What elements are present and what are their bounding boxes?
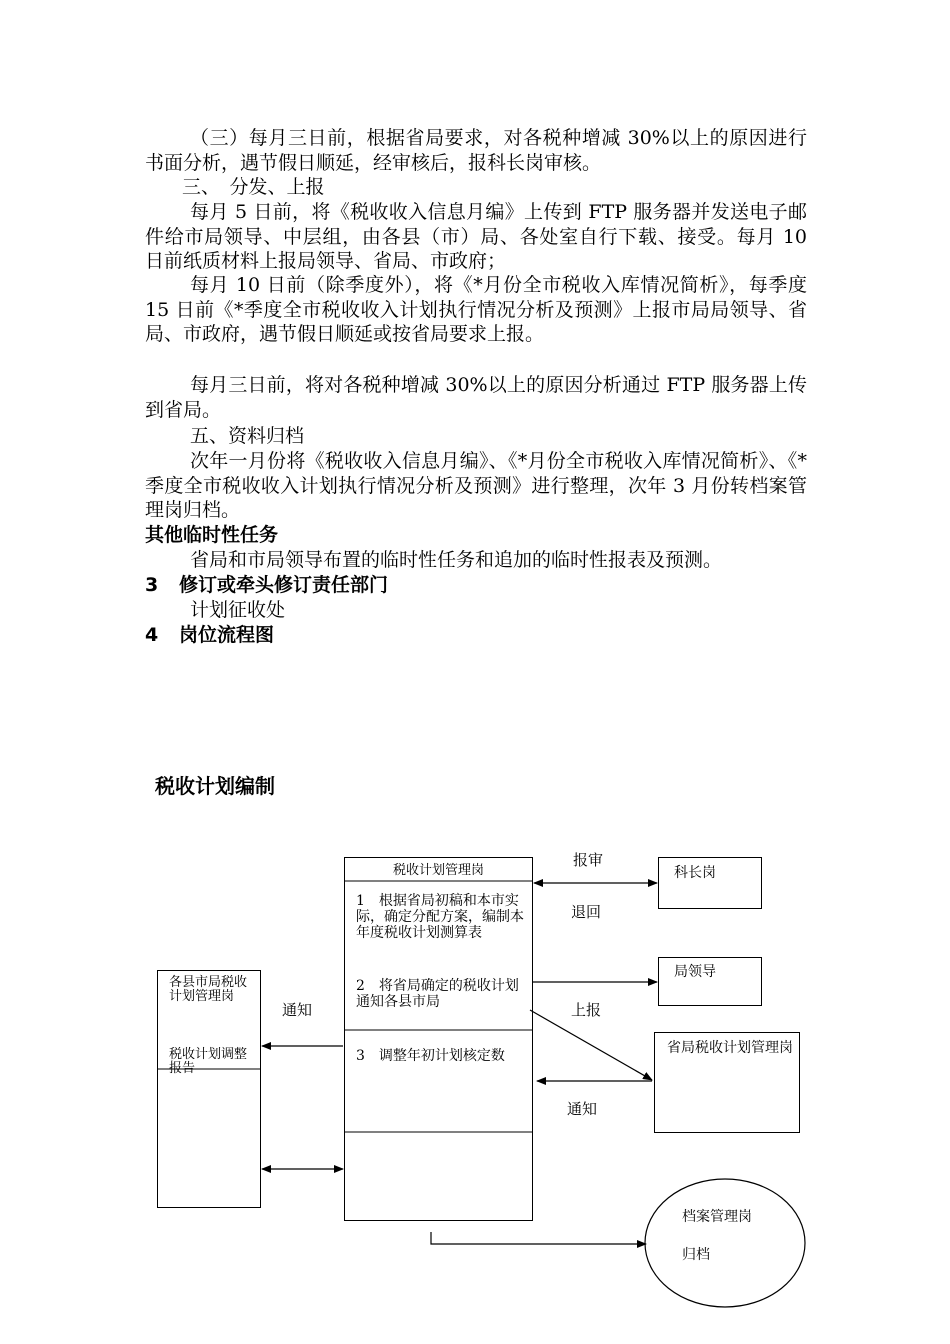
paragraph-temporary-tasks: 省局和市局领导布置的临时性任务和追加的临时性报表及预测。 (190, 549, 723, 571)
label-notify-right: 通知 (567, 1100, 598, 1118)
heading-other-tasks: 其他临时性任务 (145, 524, 279, 546)
paragraph-ftp-upload: 每月 5 日前，将《税收收入信息月编》上传到 FTP 服务器并发送电子邮件给市局领导、中层组，由各县（市）局、各处室自行下载、接受。每月 10 日前纸质材料上报局领导、省局、市政府； (145, 201, 807, 272)
step-1-text: 1 根据省局初稿和本市实际，确定分配方案，编制本年度税收计划测算表 (356, 893, 524, 941)
responsible-department: 计划征收处 (190, 599, 286, 621)
paragraph-archive: 次年一月份将《税收收入信息月编》、《*月份全市税收入库情况简析》、《*季度全市税收收入计划执行情况分析及预测》进行整理，次年 3 月份转档案管理岗归档。 (145, 450, 807, 521)
county-box-title: 各县市局税收计划管理岗 (169, 975, 248, 1004)
paragraph-monthly-analysis: （三）每月三日前，根据省局要求，对各税种增减 30%以上的原因进行书面分析，遇节假日顺延，经审核后，报科长岗审核。 (145, 127, 807, 174)
section-number: 3 (145, 574, 159, 596)
section-number: 4 (145, 624, 159, 646)
archive-ellipse (645, 1179, 805, 1307)
section-heading-archive: 五、资料归档 (190, 425, 305, 447)
paragraph-quarterly-report: 每月 10 日前（除季度外），将《*月份全市税收入库情况简析》，每季度 15 日前《*季度全市税收收入计划执行情况分析及预测》上报市局局领导、省局、市政府，遇节假日顺延或按省局要求上报。 (145, 274, 807, 345)
section-title: 岗位流程图 (179, 624, 275, 646)
label-return: 退回 (571, 903, 602, 921)
section-title: 修订或牵头修订责任部门 (179, 574, 389, 596)
arrow-submit-provincial (530, 1010, 652, 1080)
label-notify-left: 通知 (282, 1001, 313, 1019)
bureau-leader-label: 局领导 (674, 964, 716, 980)
label-submit: 上报 (571, 1001, 602, 1019)
county-tax-plan-box (157, 970, 261, 1208)
county-adjust-report: 税收计划调整报告 (169, 1047, 248, 1076)
step-3-text: 3 调整年初计划核定数 (356, 1048, 505, 1064)
arrow-to-archive (431, 1232, 646, 1244)
section-chief-label: 科长岗 (674, 865, 716, 881)
section-heading-distribute: 三、 分发、上报 (182, 176, 325, 198)
flowchart-title: 税收计划编制 (155, 774, 275, 798)
archive-action: 归档 (682, 1247, 710, 1263)
label-report-review: 报审 (573, 851, 604, 869)
paragraph-ftp-analysis: 每月三日前，将对各税种增减 30%以上的原因分析通过 FTP 服务器上传到省局。 (145, 374, 807, 421)
step-2-text: 2 将省局确定的税收计划通知各县市局 (356, 978, 519, 1010)
main-box-header: 税收计划管理岗 (392, 863, 484, 878)
provincial-box-label: 省局税收计划管理岗 (667, 1040, 793, 1056)
archive-title: 档案管理岗 (682, 1209, 752, 1225)
